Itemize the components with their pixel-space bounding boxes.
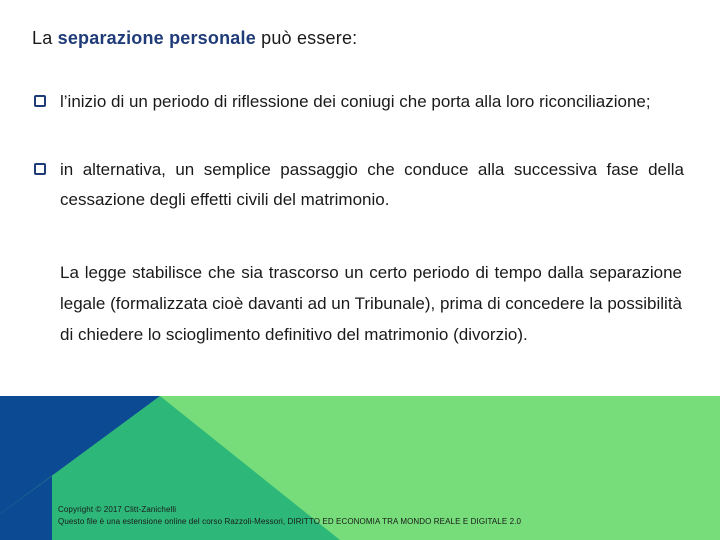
bullet-item <box>34 155 684 215</box>
slide-title <box>32 28 357 49</box>
body-paragraph: La legge stabilisce che sia trascorso un certo periodo di tempo dalla separazione legale (formalizzata cioè davanti ad un Tribunale), prima di concedere la possibilità di chiedere lo scioglimento definitivo del matrimonio (divorzio). <box>60 263 682 344</box>
copyright-notice <box>58 504 521 528</box>
title-suffix: può essere: <box>255 28 358 48</box>
title-prefix: La <box>32 28 58 48</box>
checkbox-square-icon <box>34 95 46 107</box>
title-emphasis: separazione personale <box>57 28 256 48</box>
copyright-line-1: Copyright © 2017 Clitt-Zanichelli <box>58 505 177 514</box>
copyright-line-2: Questo file è una estensione online del corso Razzoli-Messori, DIRITTO ED ECONOMIA TRA MONDO REALE E DIGITALE 2.0 <box>58 517 522 526</box>
bullet-item <box>34 87 684 117</box>
bullet-text: in alternativa, un semplice passaggio che conduce alla successiva fase della cessazione degli effetti civili del matrimonio. <box>60 160 684 209</box>
checkbox-square-icon <box>34 163 46 175</box>
bullet-text: l’inizio di un periodo di riflessione dei coniugi che porta alla loro riconciliazione; <box>60 92 651 111</box>
